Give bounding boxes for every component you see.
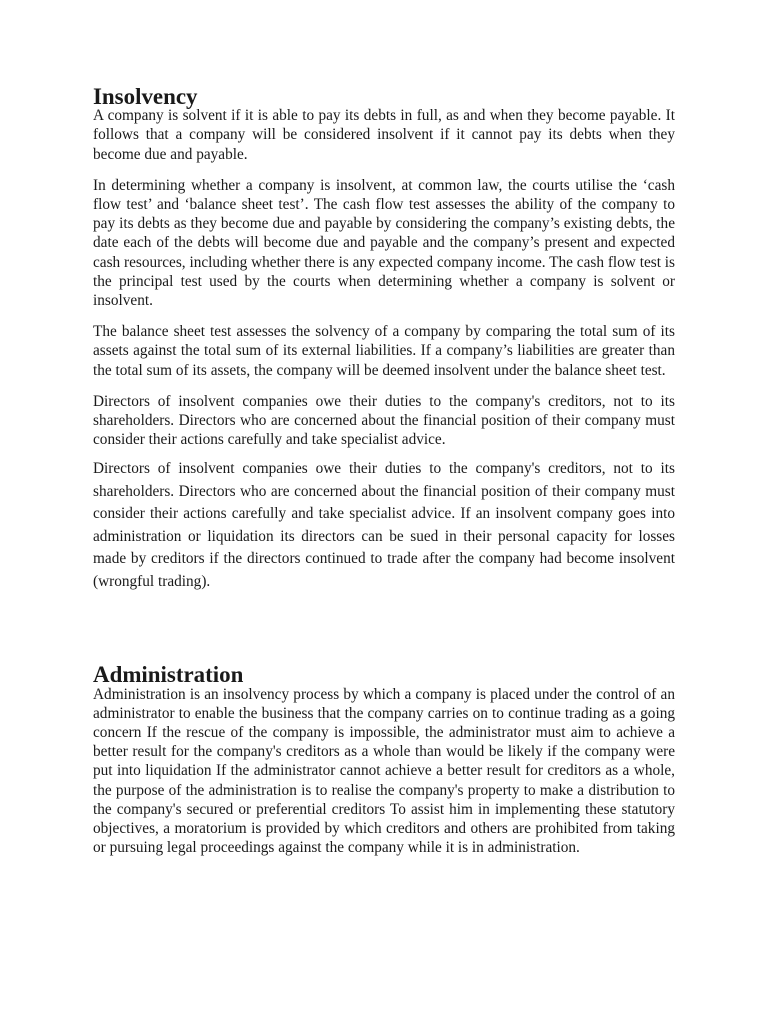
section-administration	[93, 662, 675, 857]
section-heading-insolvency: Insolvency	[93, 84, 198, 109]
paragraph: In determining whether a company is insolvent, at common law, the courts utilise the ‘cash flow test’ and ‘balance sheet test’. The cash flow test assesses the ability of the company to pay its debts as they become due and payable by considering the company’s existing debts, the date each of the debts will become due and payable and the company’s present and expected cash resources, including whether there is any expected company income. The cash flow test is the principal test used by the courts when determining whether a company is solvent or insolvent.	[93, 176, 675, 310]
document-page	[93, 84, 675, 857]
paragraph: The balance sheet test assesses the solvency of a company by comparing the total sum of its assets against the total sum of its external liabilities. If a company’s liabilities are greater than the total sum of its assets, the company will be deemed insolvent under the balance sheet test.	[93, 323, 675, 379]
paragraph: Directors of insolvent companies owe their duties to the company's creditors, not to its shareholders. Directors who are concerned about the financial position of their company must consider their actions carefully and take specialist advice.	[93, 392, 675, 449]
section-heading-administration: Administration	[93, 662, 244, 688]
paragraph: A company is solvent if it is able to pay its debts in full, as and when they become payable. It follows that a company will be considered insolvent if it cannot pay its debts when they become due and payable.	[93, 107, 675, 163]
paragraph: Administration is an insolvency process by which a company is placed under the control of an administrator to enable the business that the company carries on to continue trading as a going concern If the rescue of the company is impossible, the administrator must aim to achieve a better result for the company's creditors as a whole than would be likely if the company were put into liquidation If the administrator cannot achieve a better result for creditors as a whole, the purpose of the administration is to realise the company's property to make a distribution to the company's secured or preferential creditors To assist him in implementing these statutory objectives, a moratorium is provided by which creditors and others are prohibited from taking or pursuing legal proceedings against the company while it is in administration.	[93, 685, 675, 857]
paragraph: Directors of insolvent companies owe their duties to the company's creditors, not to its shareholders. Directors who are concerned about the financial position of their company must consider their actions carefully and take specialist advice. If an insolvent company goes into administration or liquidation its directors can be sued in their personal capacity for losses made by creditors if the directors continued to trade after the company had become insolvent (wrongful trading).	[93, 460, 675, 590]
section-insolvency	[93, 84, 675, 593]
section-spacer	[93, 593, 675, 665]
